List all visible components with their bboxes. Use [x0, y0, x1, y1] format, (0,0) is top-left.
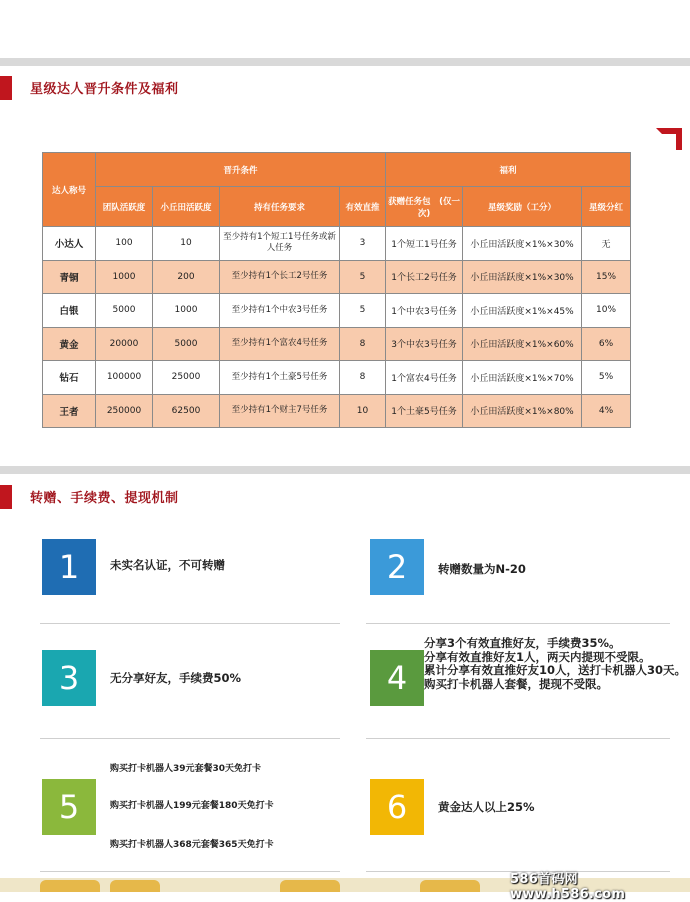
promotion-table: [42, 152, 631, 428]
coin-decoration: [420, 880, 480, 892]
cell-team: 5000: [96, 294, 153, 328]
number-badge-6: 6: [370, 779, 424, 835]
cell-dividend: 4%: [582, 394, 631, 428]
cell-reward: 小丘田活跃度×1%×70%: [463, 361, 582, 395]
section-accent-bar: [0, 485, 12, 509]
cell-gift: 3个中农3号任务: [386, 327, 463, 361]
rule-line: 购买打卡机器人套餐，提现不受限。: [424, 676, 608, 691]
cell-name: 黄金: [43, 327, 96, 361]
group-header-benefits: 福利: [386, 153, 631, 187]
rule-text-2: 转赠数量为N-20: [438, 562, 526, 576]
cell-dividend: 10%: [582, 294, 631, 328]
rule-line: 累计分享有效直推好友10人，送打卡机器人30天。: [424, 663, 687, 677]
group-header-promotion: 晋升条件: [96, 153, 386, 187]
col-task-requirement: 持有任务要求: [220, 187, 340, 227]
table-row: [43, 260, 631, 294]
cell-requirement: 至少持有1个财主7号任务: [220, 394, 340, 428]
cell-requirement: 至少持有1个短工1号任务或新人任务: [220, 227, 340, 261]
cell-reward: 小丘田活跃度×1%×45%: [463, 294, 582, 328]
cell-reward: 小丘田活跃度×1%×30%: [463, 227, 582, 261]
cell-gift: 1个土豪5号任务: [386, 394, 463, 428]
number-badge-2: 2: [370, 539, 424, 595]
cell-reward: 小丘田活跃度×1%×30%: [463, 260, 582, 294]
divider: [40, 738, 340, 739]
table-row: [43, 227, 631, 261]
table-row: [43, 361, 631, 395]
cell-team: 100000: [96, 361, 153, 395]
coin-decoration: [110, 880, 160, 892]
divider: [366, 623, 670, 624]
divider: [40, 623, 340, 624]
number-badge-5: 5: [42, 779, 96, 835]
cell-direct: 3: [340, 227, 386, 261]
cell-direct: 8: [340, 361, 386, 395]
coin-decoration: [40, 880, 100, 892]
section-title: 星级达人晋升条件及福利: [30, 82, 179, 97]
cell-reward: 小丘田活跃度×1%×80%: [463, 394, 582, 428]
divider: [366, 738, 670, 739]
cell-direct: 8: [340, 327, 386, 361]
rule-line: 分享3个有效直推好友，手续费35%。: [424, 636, 621, 650]
cell-dividend: 无: [582, 227, 631, 261]
cell-requirement: 至少持有1个长工2号任务: [220, 260, 340, 294]
rule-line: 购买打卡机器人368元套餐365天免打卡: [110, 840, 274, 850]
rule-text-4: [424, 637, 688, 691]
watermark: 586首码网 www.h586.com: [510, 872, 626, 902]
cell-requirement: 至少持有1个富农4号任务: [220, 327, 340, 361]
table-row: [43, 394, 631, 428]
cell-direct: 5: [340, 294, 386, 328]
cell-reward: 小丘田活跃度×1%×60%: [463, 327, 582, 361]
col-direct-referrals: 有效直推: [340, 187, 386, 227]
col-gift-package: 获赠任务包 (仅一次): [386, 187, 463, 227]
cell-name: 钻石: [43, 361, 96, 395]
cell-team: 1000: [96, 260, 153, 294]
rule-text-1: 未实名认证，不可转赠: [110, 558, 225, 572]
section-header-promotion: [0, 74, 690, 102]
cell-name: 王者: [43, 394, 96, 428]
cell-team: 250000: [96, 394, 153, 428]
coin-decoration: [280, 880, 340, 892]
col-dividend: 星级分红: [582, 187, 631, 227]
divider: [40, 871, 340, 872]
rule-line: 购买打卡机器人39元套餐30天免打卡: [110, 764, 262, 774]
cell-farm: 200: [153, 260, 220, 294]
cell-team: 20000: [96, 327, 153, 361]
cell-gift: 1个长工2号任务: [386, 260, 463, 294]
cell-farm: 1000: [153, 294, 220, 328]
number-badge-4: 4: [370, 650, 424, 706]
rule-text-6: 黄金达人以上25%: [438, 800, 535, 814]
cell-team: 100: [96, 227, 153, 261]
number-badge-1: 1: [42, 539, 96, 595]
section-divider-middle: [0, 466, 690, 474]
table-row: [43, 327, 631, 361]
cell-gift: 1个中农3号任务: [386, 294, 463, 328]
col-farm-activity: 小丘田活跃度: [153, 187, 220, 227]
cell-gift: 1个短工1号任务: [386, 227, 463, 261]
col-title: 达人称号: [43, 153, 96, 227]
cell-direct: 10: [340, 394, 386, 428]
section-divider-top: [0, 58, 690, 66]
cell-farm: 5000: [153, 327, 220, 361]
number-badge-3: 3: [42, 650, 96, 706]
cell-dividend: 15%: [582, 260, 631, 294]
cell-requirement: 至少持有1个中农3号任务: [220, 294, 340, 328]
cell-dividend: 5%: [582, 361, 631, 395]
cell-dividend: 6%: [582, 327, 631, 361]
corner-bracket-icon: [656, 128, 682, 150]
rule-text-3: 无分享好友，手续费50%: [110, 671, 242, 685]
col-star-reward: 星级奖励（工分）: [463, 187, 582, 227]
cell-name: 青铜: [43, 260, 96, 294]
top-blank: [0, 0, 690, 58]
cell-name: 小达人: [43, 227, 96, 261]
section-accent-bar: [0, 76, 12, 100]
table-row: [43, 294, 631, 328]
col-team-activity: 团队活跃度: [96, 187, 153, 227]
cell-requirement: 至少持有1个土豪5号任务: [220, 361, 340, 395]
cell-farm: 62500: [153, 394, 220, 428]
section-header-transfer: [0, 483, 690, 511]
cell-farm: 25000: [153, 361, 220, 395]
rule-line: 购买打卡机器人199元套餐180天免打卡: [110, 801, 274, 811]
cell-name: 白银: [43, 294, 96, 328]
cell-gift: 1个富农4号任务: [386, 361, 463, 395]
cell-direct: 5: [340, 260, 386, 294]
cell-farm: 10: [153, 227, 220, 261]
section-title: 转赠、手续费、提现机制: [30, 491, 179, 506]
rule-line: 分享有效直推好友1人，两天内提现不受限。: [424, 649, 651, 664]
